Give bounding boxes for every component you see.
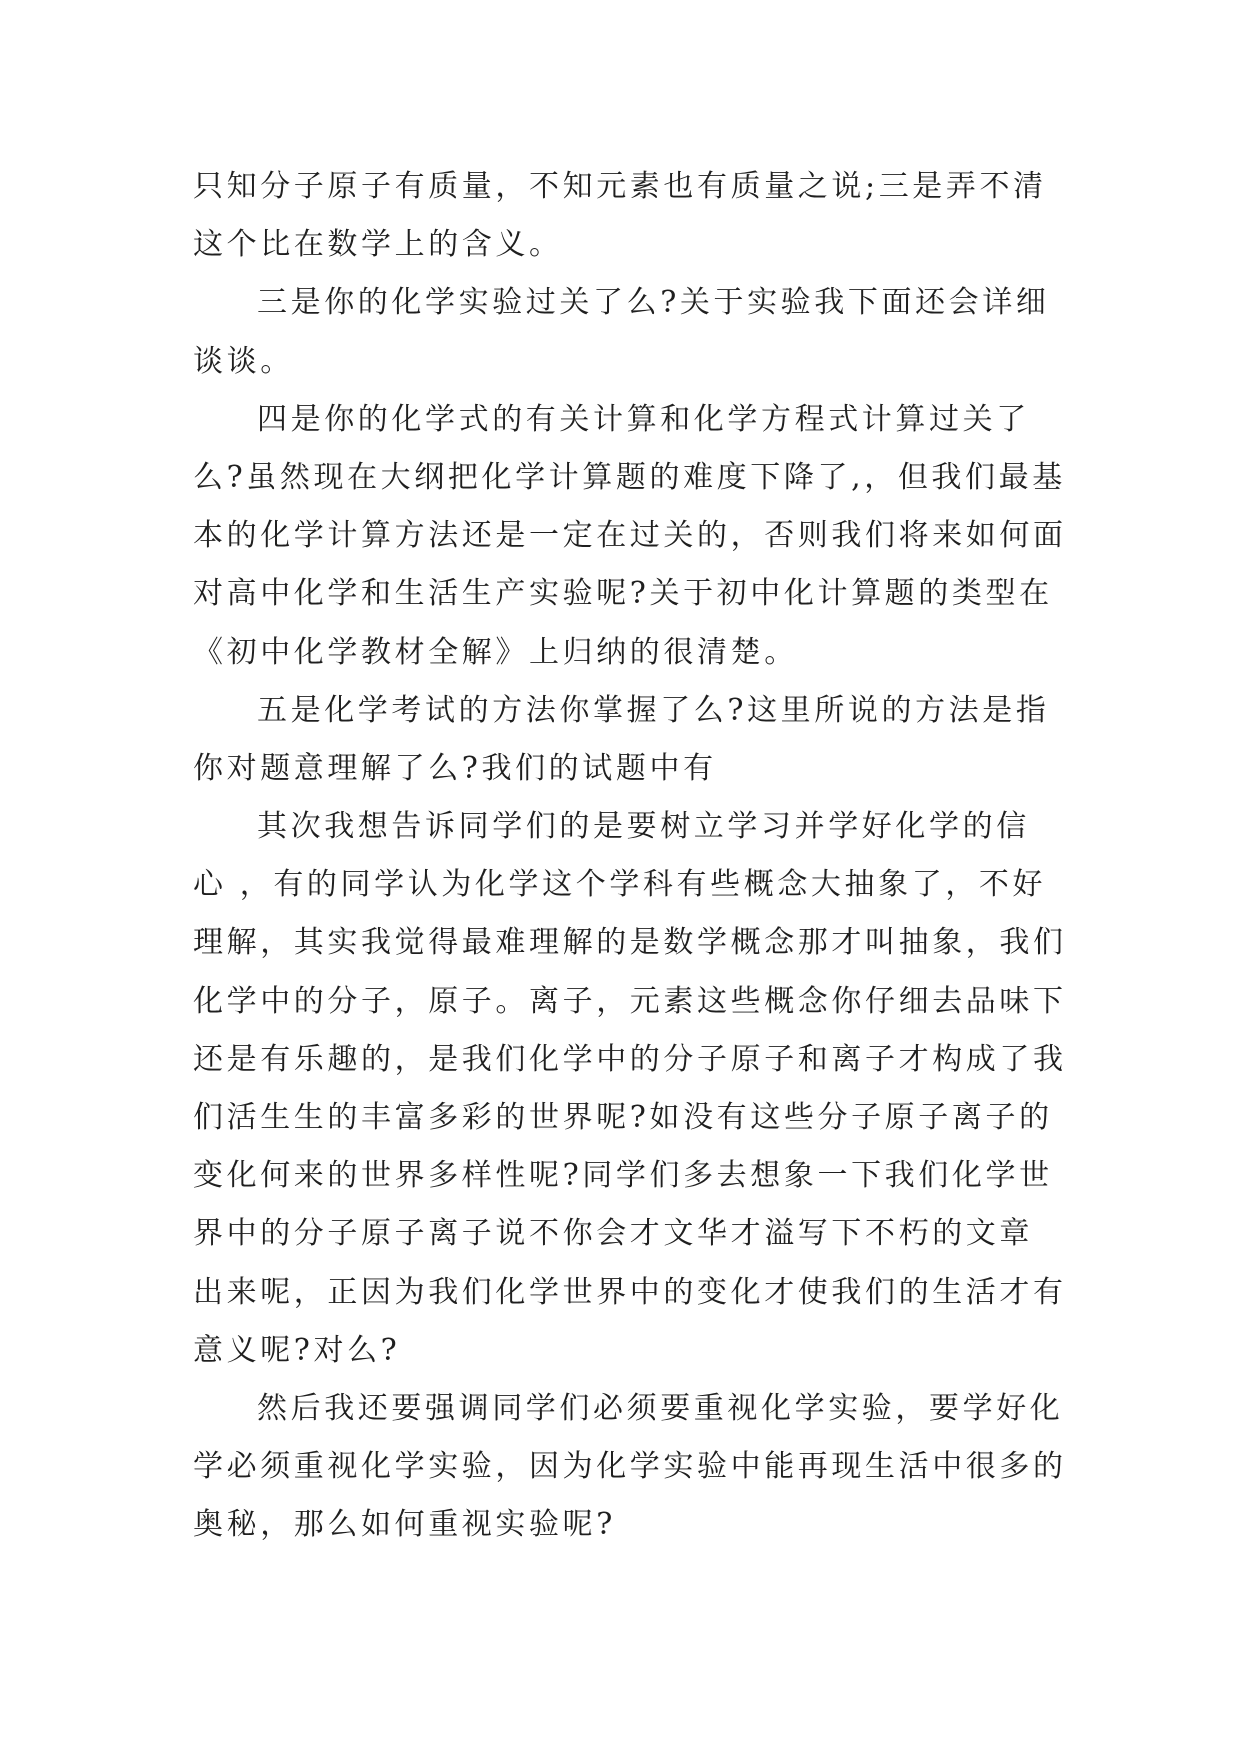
text-line: 谈谈。 xyxy=(193,343,294,379)
paragraph-start-line: 其次我想告诉同学们的是要树立学习并学好化学的信 xyxy=(257,809,1030,845)
text-line: 么?虽然现在大纲把化学计算题的难度下降了,，但我们最基 xyxy=(193,459,1066,495)
text-line: 只知分子原子有质量，不知元素也有质量之说;三是弄不清 xyxy=(193,169,1047,204)
text-line: 界中的分子原子离子说不你会才文华才溢写下不朽的文章 xyxy=(193,1216,1033,1252)
text-line: 这个比在数学上的含义。 xyxy=(193,227,563,263)
paragraph-start-line: 三是你的化学实验过关了么?关于实验我下面还会详细 xyxy=(257,285,1050,321)
paragraph-start-line: 然后我还要强调同学们必须要重视化学实验，要学好化 xyxy=(257,1390,1064,1426)
paragraph-start-line: 五是化学考试的方法你掌握了么?这里所说的方法是指 xyxy=(257,692,1050,728)
text-line: 理解，其实我觉得最难理解的是数学概念那才叫抽象，我们 xyxy=(193,925,1067,961)
text-line: 奥秘，那么如何重视实验呢? xyxy=(193,1507,616,1543)
text-line: 化学中的分子，原子。离子，元素这些概念你仔细去品味下 xyxy=(193,983,1067,1019)
text-line: 变化何来的世界多样性呢?同学们多去想象一下我们化学世 xyxy=(193,1158,1053,1194)
text-line: 出来呢，正因为我们化学世界中的变化才使我们的生活才有 xyxy=(193,1274,1067,1310)
paragraph-start-line: 四是你的化学式的有关计算和化学方程式计算过关了 xyxy=(257,401,1030,437)
text-line: 对高中化学和生活生产实验呢?关于初中化计算题的类型在 xyxy=(193,576,1053,612)
text-line: 心 ，有的同学认为化学这个学科有些概念大抽象了，不好 xyxy=(193,867,1047,903)
text-line: 还是有乐趣的，是我们化学中的分子原子和离子才构成了我 xyxy=(193,1041,1067,1077)
text-line: 你对题意理解了么?我们的试题中有 xyxy=(193,750,717,786)
text-line: 学必须重视化学实验，因为化学实验中能再现生活中很多的 xyxy=(193,1449,1067,1485)
text-line: 本的化学计算方法还是一定在过关的，否则我们将来如何面 xyxy=(193,518,1067,554)
document-body xyxy=(193,158,1067,1555)
text-line: 《初中化学教材全解》上归纳的很清楚。 xyxy=(193,634,798,670)
text-line: 们活生生的丰富多彩的世界呢?如没有这些分子原子离子的 xyxy=(193,1100,1053,1135)
text-line: 意义呢?对么? xyxy=(193,1332,401,1368)
